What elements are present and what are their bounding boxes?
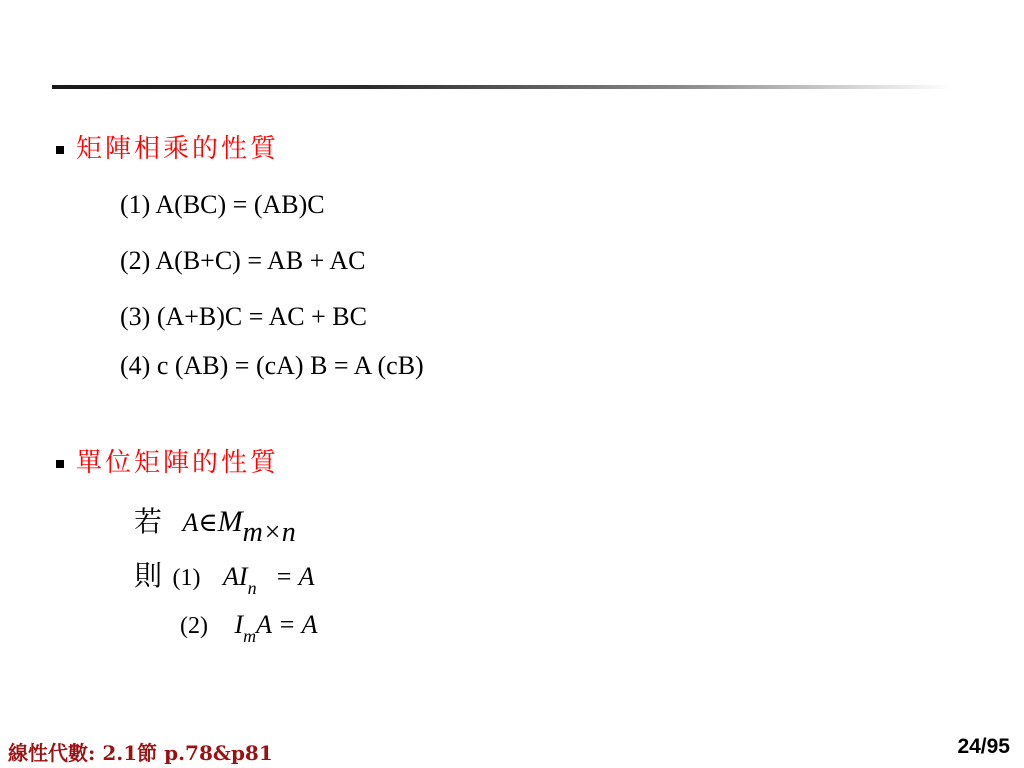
property-left-distributive: (2) A(B+C) = AB + AC xyxy=(120,246,366,275)
then-word: 則 xyxy=(134,559,163,592)
section-heading-product: 矩陣相乘的性質 xyxy=(76,134,280,164)
footer-course-title: 線性代數: 2.1節 p.78&p81 xyxy=(8,741,273,765)
matrix-a: A xyxy=(223,562,239,591)
if-word: 若 xyxy=(134,505,163,538)
equation-rhs: = A xyxy=(275,562,315,591)
item-label-1: (1) xyxy=(172,565,201,591)
identity-subscript-m: m xyxy=(243,626,257,646)
bullet-square-icon xyxy=(56,460,64,468)
equation-rest: A = A xyxy=(256,610,318,639)
item-label-2: (2) xyxy=(180,613,208,639)
identity-right-multiply xyxy=(134,554,315,598)
element-of-symbol: ∈ xyxy=(198,508,218,537)
identity-subscript-n: n xyxy=(247,578,257,598)
matrix-space-m: M xyxy=(217,505,243,538)
bullet-identity-properties xyxy=(56,442,279,479)
identity-condition xyxy=(134,500,296,548)
property-right-distributive: (3) (A+B)C = AC + BC xyxy=(120,302,367,331)
property-scalar: (4) c (AB) = (cA) B = A (cB) xyxy=(120,351,424,380)
identity-i: I xyxy=(238,562,248,591)
property-associative: (1) A(BC) = (AB)C xyxy=(120,190,325,219)
bullet-square-icon xyxy=(56,146,64,154)
dimension-subscript: m×n xyxy=(242,517,296,548)
section-heading-identity: 單位矩陣的性質 xyxy=(76,448,280,478)
footer-page-number: 24/95 xyxy=(957,735,1010,758)
title-divider xyxy=(52,85,952,89)
matrix-a: A xyxy=(182,508,199,537)
identity-left-multiply xyxy=(180,610,318,646)
identity-i: I xyxy=(234,610,244,639)
bullet-matrix-product-properties xyxy=(56,128,279,165)
